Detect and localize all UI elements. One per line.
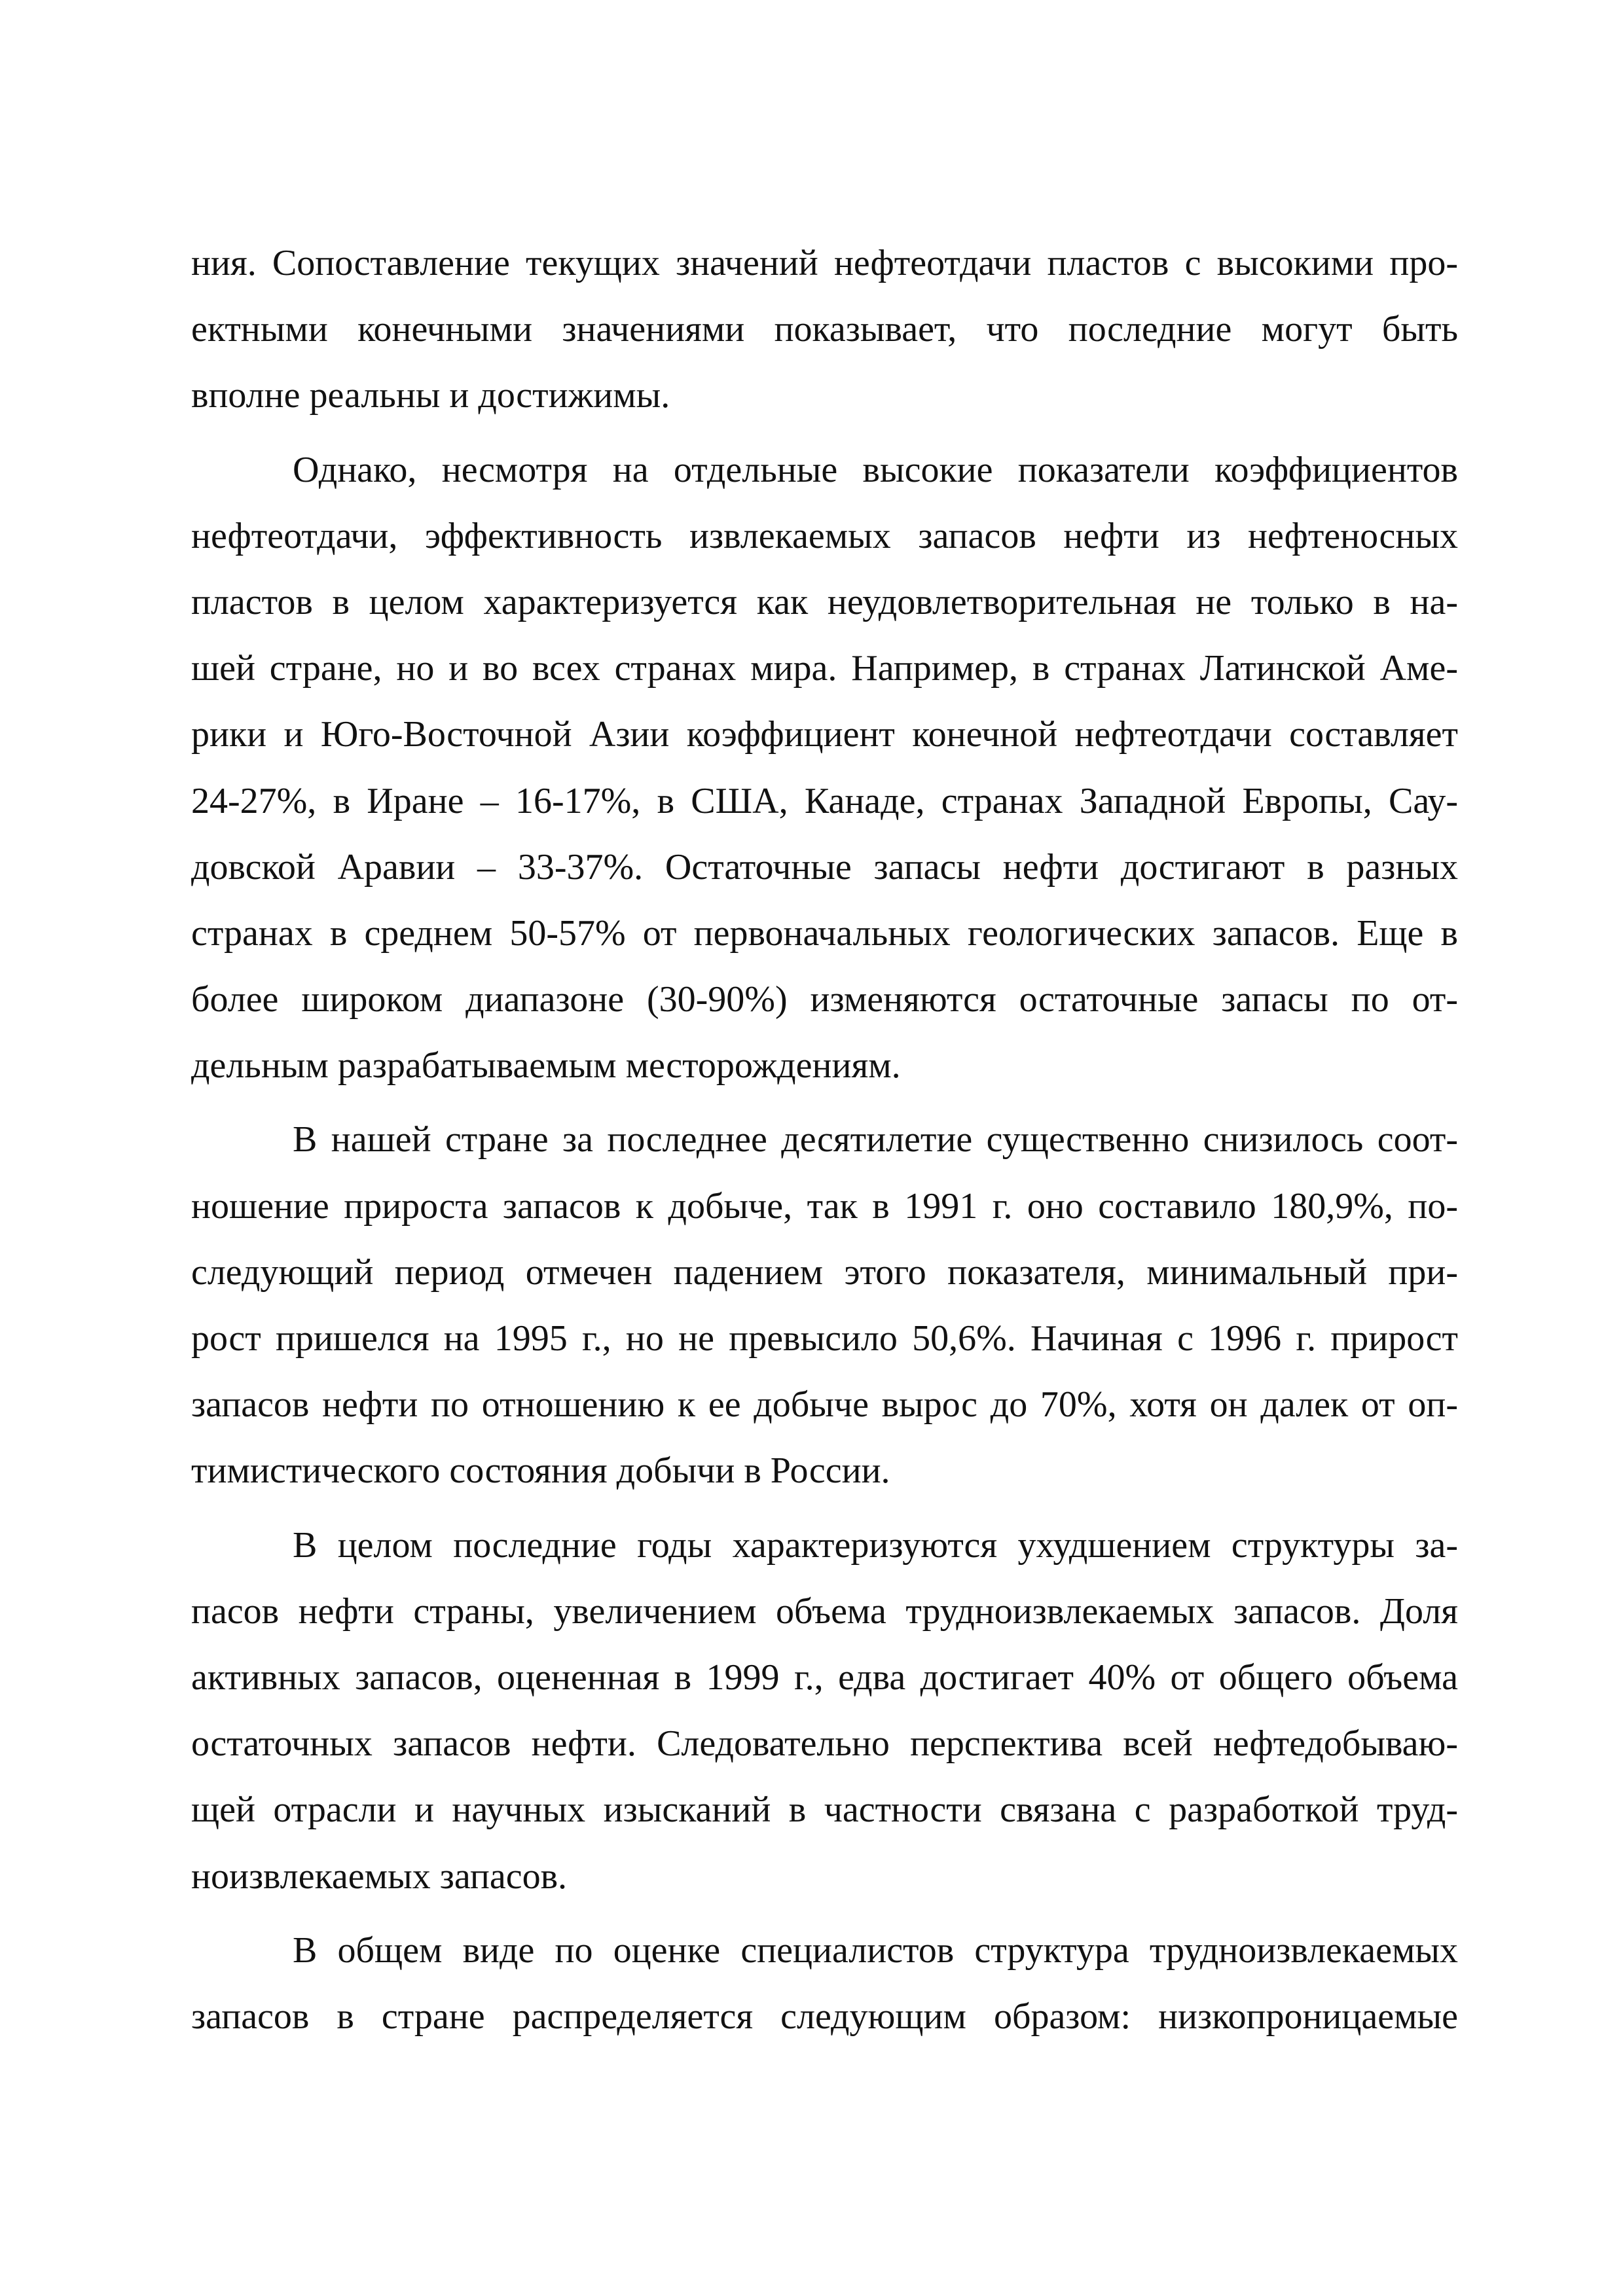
- text-line: пластов в целом характеризуется как неудовлетворительная не только в на-: [191, 581, 1458, 622]
- text-line: ноизвлекаемых запасов.: [191, 1856, 568, 1897]
- text-line: ния. Сопоставление текущих значений нефтеотдачи пластов с высокими про-: [191, 243, 1458, 283]
- text-line: щей отрасли и научных изысканий в частности связана с разработкой труд-: [191, 1789, 1458, 1831]
- text-line: следующий период отмечен падением этого показателя, минимальный при-: [191, 1251, 1458, 1293]
- text-line: В целом последние годы характеризуются ухудшением структуры за-: [293, 1524, 1458, 1566]
- text-line: остаточных запасов нефти. Следовательно перспектива всей нефтедобываю-: [191, 1723, 1458, 1765]
- text-line: ектными конечными значениями показывает, что последние могут быть: [191, 309, 1458, 350]
- text-line: рики и Юго-Восточной Азии коэффициент конечной нефтеотдачи составляет: [191, 714, 1458, 755]
- text-line: запасов в стране распределяется следующим образом: низкопроницаемые: [191, 1996, 1458, 2037]
- text-line: дельным разрабатываемым месторождениям.: [191, 1045, 901, 1086]
- text-line: более широком диапазоне (30-90%) изменяются остаточные запасы по от-: [191, 979, 1458, 1020]
- text-line: активных запасов, оцененная в 1999 г., едва достигает 40% от общего объема: [191, 1657, 1458, 1698]
- paragraph: [191, 230, 1458, 429]
- text-line: рост пришелся на 1995 г., но не превысило 50,6%. Начиная с 1996 г. прирост: [191, 1318, 1458, 1359]
- text-line: Однако, несмотря на отдельные высокие показатели коэффициентов: [293, 449, 1458, 490]
- text-line: 24-27%, в Иране – 16-17%, в США, Канаде, странах Западной Европы, Сау-: [191, 780, 1458, 821]
- text-line: вполне реальны и достижимы.: [191, 375, 670, 416]
- text-line: нефтеотдачи, эффективность извлекаемых запасов нефти из нефтеносных: [191, 515, 1458, 556]
- text-line: В общем виде по оценке специалистов структура трудноизвлекаемых: [293, 1929, 1458, 1971]
- text-line: ношение прироста запасов к добыче, так в 1991 г. оно составило 180,9%, по-: [191, 1185, 1458, 1227]
- document-body: [191, 230, 1458, 2050]
- paragraph: [191, 437, 1458, 1100]
- text-line: странах в среднем 50-57% от первоначальных геологических запасов. Еще в: [191, 912, 1458, 954]
- text-line: пасов нефти страны, увеличением объема трудноизвлекаемых запасов. Доля: [191, 1590, 1458, 1632]
- text-line: шей стране, но и во всех странах мира. Например, в странах Латинской Аме-: [191, 648, 1458, 689]
- paragraph: [191, 1107, 1458, 1504]
- paragraph: [191, 1918, 1458, 2050]
- text-line: В нашей стране за последнее десятилетие существенно снизилось соот-: [293, 1119, 1458, 1160]
- text-line: тимистического состояния добычи в России.: [191, 1450, 890, 1492]
- paragraph: [191, 1513, 1458, 1910]
- text-line: довской Аравии – 33-37%. Остаточные запасы нефти достигают в разных: [191, 846, 1458, 888]
- text-line: запасов нефти по отношению к ее добыче вырос до 70%, хотя он далек от оп-: [191, 1384, 1458, 1426]
